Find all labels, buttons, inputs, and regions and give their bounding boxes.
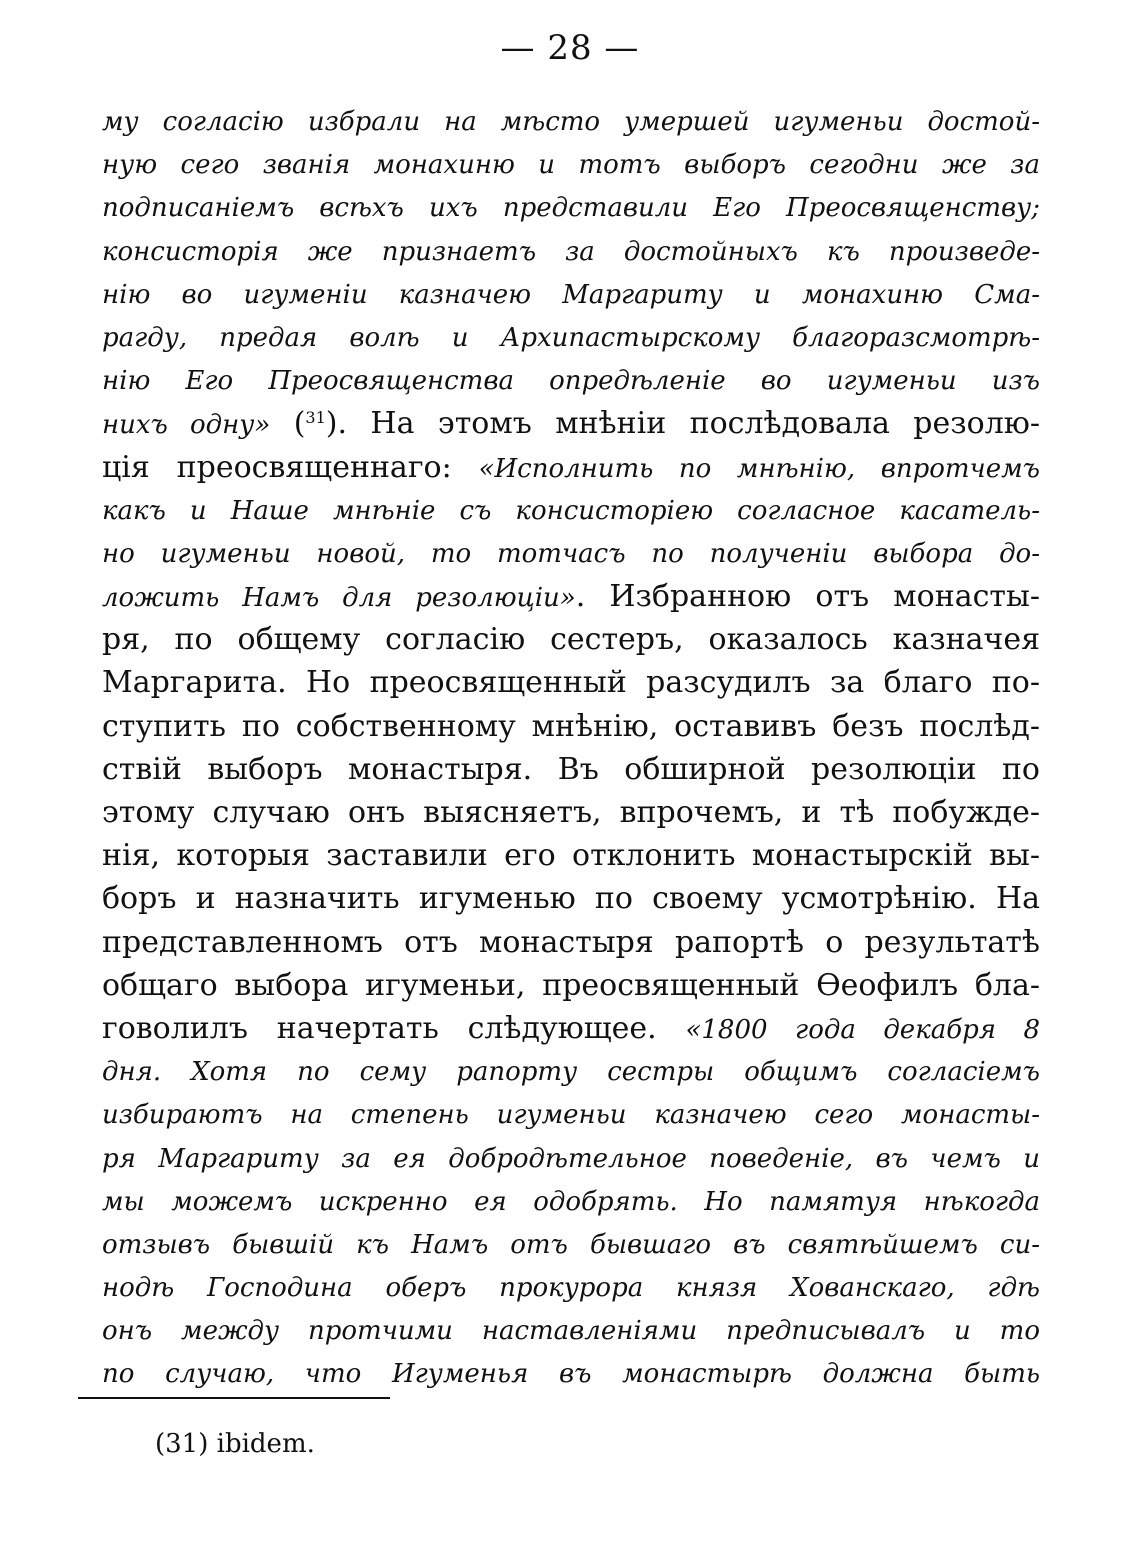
text-line [102, 359, 1040, 402]
body-text [102, 100, 1040, 1396]
quoted-text: ложить Намъ для резолюціи» [102, 583, 576, 614]
page-number: — 28 — [500, 28, 640, 68]
quoted-text: отзывъ бывшій къ Намъ отъ бывшаго въ святѣйшемъ си- [102, 1229, 1040, 1260]
text-line [102, 921, 1040, 964]
text-line [102, 705, 1040, 748]
narrative-text: говолилъ начертать слѣдующее. [102, 1010, 686, 1046]
text-line [102, 1137, 1040, 1180]
quoted-text: дня. Хотя по сему рапорту сестры общимъ согласіемъ [102, 1057, 1040, 1088]
narrative-text: ствій выборъ монастыря. Въ обширной резолюціи по [102, 751, 1040, 787]
quoted-text: ную сего званія монахиню и тотъ выборъ сегодни же за [102, 150, 1040, 181]
text-line [102, 1223, 1040, 1266]
text-line [102, 661, 1040, 704]
quoted-text: какъ и Наше мнѣніе съ консисторіею согласное касатель- [102, 495, 1040, 526]
quoted-text: онъ между протчими наставленіями предписывалъ и то [102, 1316, 1040, 1347]
text-line [102, 877, 1040, 920]
quoted-text: рагду, предая волѣ и Архипастырскому благоразсмотрѣ- [102, 322, 1040, 353]
narrative-text: нія, которыя заставили его отклонить монастырскій вы- [102, 838, 1040, 874]
text-line [102, 791, 1040, 834]
text-line [102, 532, 1040, 575]
narrative-text: боръ и назначить игуменью по своему усмотрѣнію. На [102, 881, 1040, 917]
text-line [102, 1352, 1040, 1395]
text-line [102, 618, 1040, 661]
narrative-text: ( [270, 406, 306, 442]
text-line [102, 143, 1040, 186]
quoted-text: подписаніемъ всѣхъ ихъ представили Его Преосвященству; [102, 193, 1040, 224]
quoted-text: нію Его Преосвященства опредѣленіе во игуменьи изъ [102, 366, 1040, 397]
quoted-text: нодѣ Господина оберъ прокурора князя Хованскаго, гдѣ [102, 1273, 1040, 1304]
quoted-text: консисторія же признаетъ за достойныхъ къ произведе- [102, 236, 1040, 267]
text-line [102, 964, 1040, 1007]
narrative-text: ція преосвященнаго: [102, 449, 479, 485]
text-line [102, 100, 1040, 143]
quoted-text: по случаю, что Игуменья въ монастырѣ должна быть [102, 1359, 1040, 1390]
text-line [102, 1050, 1040, 1093]
footnote-ref: 31 [305, 408, 326, 428]
text-line [102, 446, 1040, 489]
quoted-text: ря Маргариту за ея добродѣтельное поведеніе, въ чемъ и [102, 1143, 1040, 1174]
narrative-text: Маргарита. Но преосвященный разсудилъ за благо по- [102, 665, 1040, 701]
narrative-text: этому случаю онъ выясняетъ, впрочемъ, и тѣ побужде- [102, 795, 1040, 830]
quoted-text: мы можемъ искренно ея одобрять. Но памятуя нѣкогда [102, 1186, 1040, 1217]
quoted-text: «1800 года декабря 8 [685, 1014, 1040, 1045]
footnote-divider [78, 1397, 390, 1399]
quoted-text: избираютъ на степень игуменьи казначею сего монасты- [102, 1100, 1040, 1131]
text-line [102, 489, 1040, 532]
narrative-text: . Избранною отъ монасты- [575, 579, 1040, 615]
text-line [102, 1266, 1040, 1309]
narrative-text: ступить по собственному мнѣнію, оставивъ безъ послѣд- [102, 708, 1040, 744]
text-line [102, 1180, 1040, 1223]
quoted-text: нію во игуменіи казначею Маргариту и монахиню Сма- [102, 279, 1040, 310]
narrative-text: общаго выбора игуменьи, преосвященный Ѳеофилъ бла- [102, 967, 1040, 1003]
narrative-text: представленномъ отъ монастыря рапортѣ о результатѣ [102, 924, 1040, 960]
quoted-text: му согласію избрали на мѣсто умершей игуменьи достой- [102, 107, 1040, 137]
narrative-text: ). На этомъ мнѣніи послѣдовала резолю- [325, 406, 1040, 442]
text-line [102, 748, 1040, 791]
narrative-text: ря, по общему согласію сестеръ, оказалось казначея [102, 622, 1040, 658]
text-line [102, 402, 1040, 445]
text-line [102, 1309, 1040, 1352]
text-line [102, 316, 1040, 359]
quoted-text: но игуменьи новой, то тотчасъ по полученіи выбора до- [102, 538, 1040, 569]
text-line [102, 230, 1040, 273]
footnote: (31) ibidem. [155, 1429, 315, 1459]
text-line [102, 1093, 1040, 1136]
quoted-text: «Исполнить по мнѣнію, впротчемъ [478, 453, 1040, 484]
text-line [102, 575, 1040, 618]
quoted-text: нихъ одну» [102, 410, 271, 441]
text-line [102, 186, 1040, 229]
text-line [102, 273, 1040, 316]
text-line [102, 834, 1040, 877]
text-line [102, 1007, 1040, 1050]
